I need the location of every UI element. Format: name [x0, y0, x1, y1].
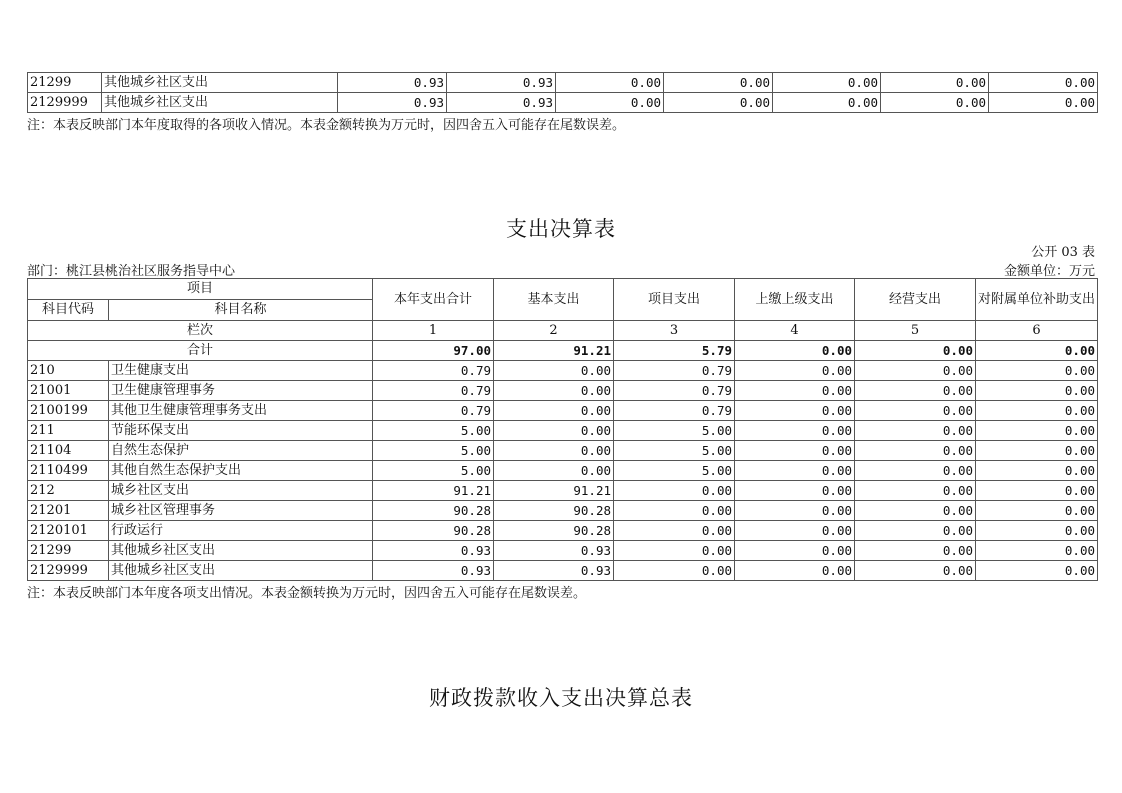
subject-code-cell: 21104 — [28, 441, 109, 461]
amount-cell: 5.00 — [614, 441, 735, 461]
expense-table — [27, 278, 1098, 581]
amount-cell: 0.93 — [338, 93, 447, 113]
subject-name-cell: 节能环保支出 — [109, 421, 373, 441]
sum-project: 5.79 — [614, 341, 735, 361]
amount-cell: 0.00 — [614, 501, 735, 521]
amount-cell: 5.00 — [614, 421, 735, 441]
amount-cell: 0.00 — [976, 481, 1098, 501]
header-code: 科目代码 — [28, 300, 109, 321]
header-total: 本年支出合计 — [373, 279, 494, 321]
header-basic: 基本支出 — [494, 279, 614, 321]
table-row — [28, 541, 1098, 561]
amount-cell: 0.79 — [373, 361, 494, 381]
amount-cell: 0.00 — [735, 521, 855, 541]
amount-cell: 91.21 — [373, 481, 494, 501]
amount-unit-label: 金额单位：万元 — [1003, 264, 1095, 279]
table-row — [28, 441, 1098, 461]
subject-name-cell: 自然生态保护 — [109, 441, 373, 461]
amount-cell: 0.00 — [614, 521, 735, 541]
sum-total: 97.00 — [373, 341, 494, 361]
income-table-continuation — [27, 72, 1098, 113]
header-name: 科目名称 — [109, 300, 373, 321]
sum-subsidy: 0.00 — [976, 341, 1098, 361]
subject-name-cell: 其他城乡社区支出 — [109, 541, 373, 561]
amount-cell: 0.00 — [855, 501, 976, 521]
page-title: 支出决算表 — [506, 217, 616, 241]
amount-cell: 0.00 — [664, 93, 773, 113]
amount-cell: 0.00 — [989, 93, 1098, 113]
amount-cell: 0.93 — [373, 541, 494, 561]
subject-code-cell: 21001 — [28, 381, 109, 401]
subject-code-cell: 211 — [28, 421, 109, 441]
amount-cell: 0.00 — [614, 481, 735, 501]
amount-cell: 5.00 — [373, 461, 494, 481]
col-num-5: 5 — [855, 321, 976, 341]
amount-cell: 0.00 — [614, 561, 735, 581]
subject-code-cell: 210 — [28, 361, 109, 381]
table-row — [28, 521, 1098, 541]
subject-code-cell: 21299 — [28, 541, 109, 561]
amount-cell: 90.28 — [494, 521, 614, 541]
amount-cell: 0.79 — [614, 401, 735, 421]
next-section-title: 财政拨款收入支出决算总表 — [429, 686, 693, 710]
amount-cell: 0.00 — [855, 401, 976, 421]
amount-cell: 0.00 — [855, 541, 976, 561]
amount-cell: 0.79 — [373, 381, 494, 401]
subject-name-cell: 其他城乡社区支出 — [102, 93, 338, 113]
amount-cell: 0.00 — [773, 93, 881, 113]
amount-cell: 0.00 — [614, 541, 735, 561]
amount-cell: 0.00 — [494, 401, 614, 421]
amount-cell: 0.00 — [976, 501, 1098, 521]
amount-cell: 5.00 — [373, 421, 494, 441]
amount-cell: 0.00 — [855, 441, 976, 461]
form-number: 公开 03 表 — [1031, 245, 1095, 260]
sum-business: 0.00 — [855, 341, 976, 361]
subject-code-cell: 2100199 — [28, 401, 109, 421]
header-upper: 上缴上级支出 — [735, 279, 855, 321]
table-row — [28, 401, 1098, 421]
subject-code-cell: 2129999 — [28, 561, 109, 581]
amount-cell: 0.00 — [556, 93, 664, 113]
sum-basic: 91.21 — [494, 341, 614, 361]
amount-cell: 0.00 — [855, 381, 976, 401]
amount-cell: 0.93 — [373, 561, 494, 581]
col-num-6: 6 — [976, 321, 1098, 341]
amount-cell: 91.21 — [494, 481, 614, 501]
amount-cell: 0.00 — [976, 541, 1098, 561]
table-row — [28, 73, 1098, 93]
table-row — [28, 361, 1098, 381]
table-row — [28, 93, 1098, 113]
amount-cell: 0.00 — [735, 461, 855, 481]
table-row — [28, 461, 1098, 481]
header-business: 经营支出 — [855, 279, 976, 321]
col-num-3: 3 — [614, 321, 735, 341]
col-num-4: 4 — [735, 321, 855, 341]
amount-cell: 0.79 — [614, 361, 735, 381]
amount-cell: 0.00 — [494, 421, 614, 441]
amount-cell: 0.00 — [735, 401, 855, 421]
amount-cell: 0.00 — [976, 461, 1098, 481]
amount-cell: 0.00 — [735, 541, 855, 561]
subject-code-cell: 2129999 — [28, 93, 102, 113]
amount-cell: 0.00 — [976, 401, 1098, 421]
amount-cell: 0.00 — [855, 421, 976, 441]
amount-cell: 0.93 — [494, 541, 614, 561]
amount-cell: 0.93 — [494, 561, 614, 581]
subject-code-cell: 2120101 — [28, 521, 109, 541]
department-label: 部门：桃江县桃治社区服务指导中心 — [27, 264, 236, 279]
subject-name-cell: 卫生健康管理事务 — [109, 381, 373, 401]
amount-cell: 90.28 — [373, 501, 494, 521]
header-subsidy: 对附属单位补助支出 — [976, 279, 1098, 321]
amount-cell: 0.00 — [494, 361, 614, 381]
amount-cell: 5.00 — [373, 441, 494, 461]
amount-cell: 0.00 — [494, 441, 614, 461]
table-row — [28, 381, 1098, 401]
subject-code-cell: 2110499 — [28, 461, 109, 481]
amount-cell: 0.00 — [494, 461, 614, 481]
amount-cell: 0.00 — [881, 73, 989, 93]
subject-name-cell: 卫生健康支出 — [109, 361, 373, 381]
amount-cell: 0.00 — [976, 561, 1098, 581]
amount-cell: 0.00 — [855, 361, 976, 381]
subject-name-cell: 其他自然生态保护支出 — [109, 461, 373, 481]
subject-name-cell: 城乡社区支出 — [109, 481, 373, 501]
amount-cell: 0.00 — [735, 361, 855, 381]
amount-cell: 0.00 — [494, 381, 614, 401]
header-project-expense: 项目支出 — [614, 279, 735, 321]
income-table-note: 注：本表反映部门本年度取得的各项收入情况。本表金额转换为万元时，因四舍五入可能存在尾数误差。 — [27, 118, 626, 133]
amount-cell: 0.00 — [976, 381, 1098, 401]
col-num-1: 1 — [373, 321, 494, 341]
col-num-2: 2 — [494, 321, 614, 341]
amount-cell: 0.00 — [976, 421, 1098, 441]
subject-code-cell: 212 — [28, 481, 109, 501]
amount-cell: 0.79 — [373, 401, 494, 421]
amount-cell: 0.00 — [881, 93, 989, 113]
table-row — [28, 481, 1098, 501]
table-row — [28, 501, 1098, 521]
table-row — [28, 561, 1098, 581]
subject-code-cell: 21299 — [28, 73, 102, 93]
amount-cell: 0.00 — [976, 441, 1098, 461]
subject-name-cell: 其他卫生健康管理事务支出 — [109, 401, 373, 421]
amount-cell: 0.00 — [735, 421, 855, 441]
sum-label: 合计 — [28, 341, 373, 361]
amount-cell: 5.00 — [614, 461, 735, 481]
subject-name-cell: 行政运行 — [109, 521, 373, 541]
amount-cell: 0.00 — [735, 381, 855, 401]
sum-upper: 0.00 — [735, 341, 855, 361]
amount-cell: 0.00 — [556, 73, 664, 93]
subject-name-cell: 城乡社区管理事务 — [109, 501, 373, 521]
subject-name-cell: 其他城乡社区支出 — [109, 561, 373, 581]
amount-cell: 0.00 — [855, 561, 976, 581]
amount-cell: 0.00 — [735, 561, 855, 581]
amount-cell: 0.00 — [989, 73, 1098, 93]
amount-cell: 0.00 — [773, 73, 881, 93]
amount-cell: 0.00 — [855, 481, 976, 501]
amount-cell: 0.79 — [614, 381, 735, 401]
expense-table-note: 注：本表反映部门本年度各项支出情况。本表金额转换为万元时，因四舍五入可能存在尾数误差。 — [27, 586, 587, 601]
amount-cell: 0.00 — [976, 361, 1098, 381]
amount-cell: 0.93 — [338, 73, 447, 93]
header-project: 项目 — [28, 279, 373, 300]
amount-cell: 90.28 — [373, 521, 494, 541]
amount-cell: 0.00 — [855, 461, 976, 481]
amount-cell: 0.00 — [735, 481, 855, 501]
subject-name-cell: 其他城乡社区支出 — [102, 73, 338, 93]
amount-cell: 0.00 — [735, 501, 855, 521]
amount-cell: 0.00 — [855, 521, 976, 541]
amount-cell: 0.00 — [664, 73, 773, 93]
header-column-label: 栏次 — [28, 321, 373, 341]
amount-cell: 90.28 — [494, 501, 614, 521]
subject-code-cell: 21201 — [28, 501, 109, 521]
amount-cell: 0.93 — [447, 73, 556, 93]
amount-cell: 0.00 — [976, 521, 1098, 541]
table-row — [28, 421, 1098, 441]
amount-cell: 0.93 — [447, 93, 556, 113]
amount-cell: 0.00 — [735, 441, 855, 461]
